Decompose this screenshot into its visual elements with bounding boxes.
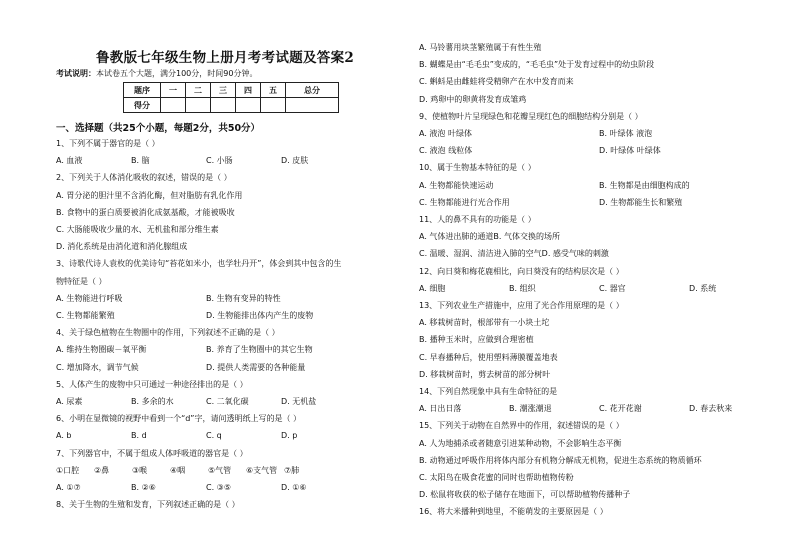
answer-option: C. q <box>206 431 222 441</box>
answer-option: D. 叶绿体 叶绿体 <box>599 146 661 156</box>
answer-option: B. 脑 <box>131 156 150 166</box>
answer-option: C. 器官 <box>599 283 626 293</box>
question-stem: 5、人体产生的废物中只可通过一种途径排出的是（ ） <box>56 379 248 389</box>
exam-note-label: 考试说明： <box>56 69 96 78</box>
answer-option: C. 增加降水，调节气候 <box>56 362 139 372</box>
score-table <box>123 82 339 113</box>
score-header-cell: 题序 <box>124 83 161 98</box>
score-header-cell: 一 <box>161 83 186 98</box>
answer-option: D. 松鼠将收获的松子储存在地面下，可以帮助植物传播种子 <box>419 490 631 500</box>
answer-option: B. 食物中的蛋白质要被消化成氨基酸，才能被吸收 <box>56 207 235 217</box>
answer-option: D. 春去秋来 <box>689 404 733 414</box>
answer-option: A. 液泡 叶绿体 <box>419 129 472 138</box>
question-stem: 4、关于绿色植物在生物圈中的作用，下列叙述不正确的是（ ） <box>56 328 280 338</box>
score-cell[interactable] <box>186 98 211 113</box>
question-stem: 8、关于生物的生殖和发育，下列叙述正确的是（ ） <box>56 500 240 510</box>
question-stem: 3、诗歌代诗人袁枚的优美诗句“苔花如米小，也学牡丹开”，体会到其中包含的生 <box>56 259 342 269</box>
answer-option: A. ①⑦ <box>56 483 81 492</box>
question-stem: 2、下列关于人体消化吸收的叙述，错误的是（ ） <box>56 173 232 183</box>
page-title: 鲁教版七年级生物上册月考考试题及答案2 <box>96 50 355 66</box>
question-stem: 1、下列不属于器官的是（ ） <box>56 139 160 148</box>
score-cell[interactable] <box>236 98 261 113</box>
answer-option: D. 生物能排出体内产生的废物 <box>206 311 314 320</box>
answer-option: C. 大肠能吸收少量的水、无机盐和部分维生素 <box>56 225 219 234</box>
answer-option: D. 消化系统是由消化道和消化腺组成 <box>56 242 188 252</box>
answer-option: ⑥支气管 <box>246 465 278 475</box>
answer-option: B. 养育了生物圈中的其它生物 <box>206 345 313 355</box>
answer-option: A. 尿素 <box>56 397 83 406</box>
question-stem: 13、下列农业生产措施中，应用了光合作用原理的是（ ） <box>419 301 624 310</box>
answer-option: C. ③⑤ <box>206 483 232 492</box>
question-stem: 7、下列器官中，不属于组成人体呼吸道的器官是（ ） <box>56 448 248 458</box>
answer-option: C. 蝌蚪是由雌蛙将受精卵产在水中发育而来 <box>419 77 574 87</box>
answer-option: C. 太阳鸟在吸食花蜜的同时也帮助植物传粉 <box>419 473 574 482</box>
section-heading: 一、选择题（共25个小题，每题2分，共50分） <box>56 123 261 134</box>
answer-option: A. 气体进出肺的通道B. 气体交换的场所 <box>419 232 560 242</box>
answer-option: ⑤气管 <box>208 465 232 475</box>
answer-option: ③喉 <box>132 465 148 475</box>
exam-note <box>56 68 257 79</box>
answer-option: A. 日出日落 <box>419 404 462 414</box>
answer-option: A. 细胞 <box>419 283 446 293</box>
answer-option: D. 移栽树苗时，剪去树苗的部分树叶 <box>419 369 551 379</box>
answer-option: A. 生物能进行呼吸 <box>56 293 123 303</box>
answer-option: D. ①⑥ <box>281 483 307 492</box>
answer-option: B. 动物通过呼吸作用将体内部分有机物分解成无机物，促进生态系统的物质循环 <box>419 455 702 465</box>
answer-option: B. 生物都是由细胞构成的 <box>599 180 690 190</box>
question-stem: 10、属于生物基本特征的是（ ） <box>419 163 536 173</box>
answer-option: ②鼻 <box>94 465 110 475</box>
answer-option: B. d <box>131 431 147 441</box>
score-row-label: 得分 <box>124 98 161 113</box>
question-stem: 16、将大米播种到地里，不能萌发的主要原因是（ ） <box>419 507 608 517</box>
answer-option: C. 生物都能进行光合作用 <box>419 197 510 207</box>
question-stem: 6、小明在显微镜的视野中看到一个“d”字，请问透明纸上写的是（ ） <box>56 414 301 424</box>
answer-option: C. 二氧化碳 <box>206 397 249 406</box>
answer-option: ④咽 <box>170 465 186 475</box>
answer-option: B. 组织 <box>509 283 536 293</box>
answer-option: B. 蝴蝶是由“毛毛虫”变成的，“毛毛虫”处于发育过程中的幼虫阶段 <box>419 60 655 70</box>
question-stem: 9、使植物叶片呈现绿色和花瓣呈现红色的细胞结构分别是（ ） <box>419 111 643 121</box>
exam-note-text: 本试卷五个大题，满分100分，时间90分钟。 <box>96 69 258 78</box>
question-stem: 物特征是（ ） <box>56 276 107 286</box>
answer-option: ⑦肺 <box>284 465 300 475</box>
answer-option: B. 多余的水 <box>131 397 174 406</box>
answer-option: D. 鸡卵中的卵黄将发育成雏鸡 <box>419 94 527 104</box>
score-header-cell: 二 <box>186 83 211 98</box>
score-header-cell: 五 <box>261 83 286 98</box>
answer-option: D. 生物都能生长和繁殖 <box>599 197 683 207</box>
answer-option: D. p <box>281 431 298 441</box>
score-header-cell: 四 <box>236 83 261 98</box>
question-stem: 12、向日葵和梅花鹿相比，向日葵没有的结构层次是（ ） <box>419 266 624 276</box>
score-header-cell: 总分 <box>286 83 339 98</box>
answer-option: D. 提供人类需要的各种能量 <box>206 362 306 372</box>
score-table-score-row <box>124 98 339 113</box>
answer-option: D. 系统 <box>689 283 717 293</box>
question-stem: 11、人的鼻不具有的功能是（ ） <box>419 215 536 224</box>
answer-option: B. 潮涨潮退 <box>509 404 552 414</box>
answer-option: B. 播种玉米时，应做到合理密植 <box>419 335 534 345</box>
answer-option: A. 维持生物圈碳－氧平衡 <box>56 345 147 355</box>
answer-option: C. 小肠 <box>206 156 233 166</box>
score-cell[interactable] <box>161 98 186 113</box>
answer-option: B. 生物有变异的特性 <box>206 293 281 303</box>
score-table-header-row <box>124 83 339 98</box>
answer-option: C. 花开花谢 <box>599 404 642 414</box>
score-header-cell: 三 <box>211 83 236 98</box>
answer-option: A. 血液 <box>56 156 83 166</box>
question-stem: 14、下列自然现象中具有生命特征的是 <box>419 387 558 396</box>
score-cell[interactable] <box>261 98 286 113</box>
answer-option: B. 叶绿体 液泡 <box>599 129 653 138</box>
answer-option: A. 胃分泌的胆汁里不含消化酶，但对脂肪有乳化作用 <box>56 190 243 200</box>
answer-option: B. ②⑥ <box>131 483 156 492</box>
answer-option: C. 早春播种后，使用塑料薄膜覆盖地表 <box>419 352 558 362</box>
answer-option: C. 温暖、湿润、清洁进入肺的空气D. 感受气味的刺激 <box>419 249 609 259</box>
answer-option: A. 生物都能快速运动 <box>419 180 494 190</box>
answer-option: D. 无机盐 <box>281 397 317 406</box>
answer-option: D. 皮肤 <box>281 156 309 166</box>
answer-option: C. 液泡 线粒体 <box>419 146 473 156</box>
answer-option: ①口腔 <box>56 465 80 475</box>
answer-option: A. 马铃薯用块茎繁殖属于有性生殖 <box>419 43 542 52</box>
answer-option: A. 移栽树苗时，根部带有一小块土坨 <box>419 318 550 328</box>
score-cell[interactable] <box>286 98 339 113</box>
score-cell[interactable] <box>211 98 236 113</box>
question-stem: 15、下列关于动物在自然界中的作用，叙述错误的是（ ） <box>419 421 624 431</box>
answer-option: C. 生物都能繁殖 <box>56 311 115 320</box>
answer-option: A. 人为地捕杀或者随意引进某种动物，不会影响生态平衡 <box>419 438 622 448</box>
answer-option: A. b <box>56 431 72 441</box>
